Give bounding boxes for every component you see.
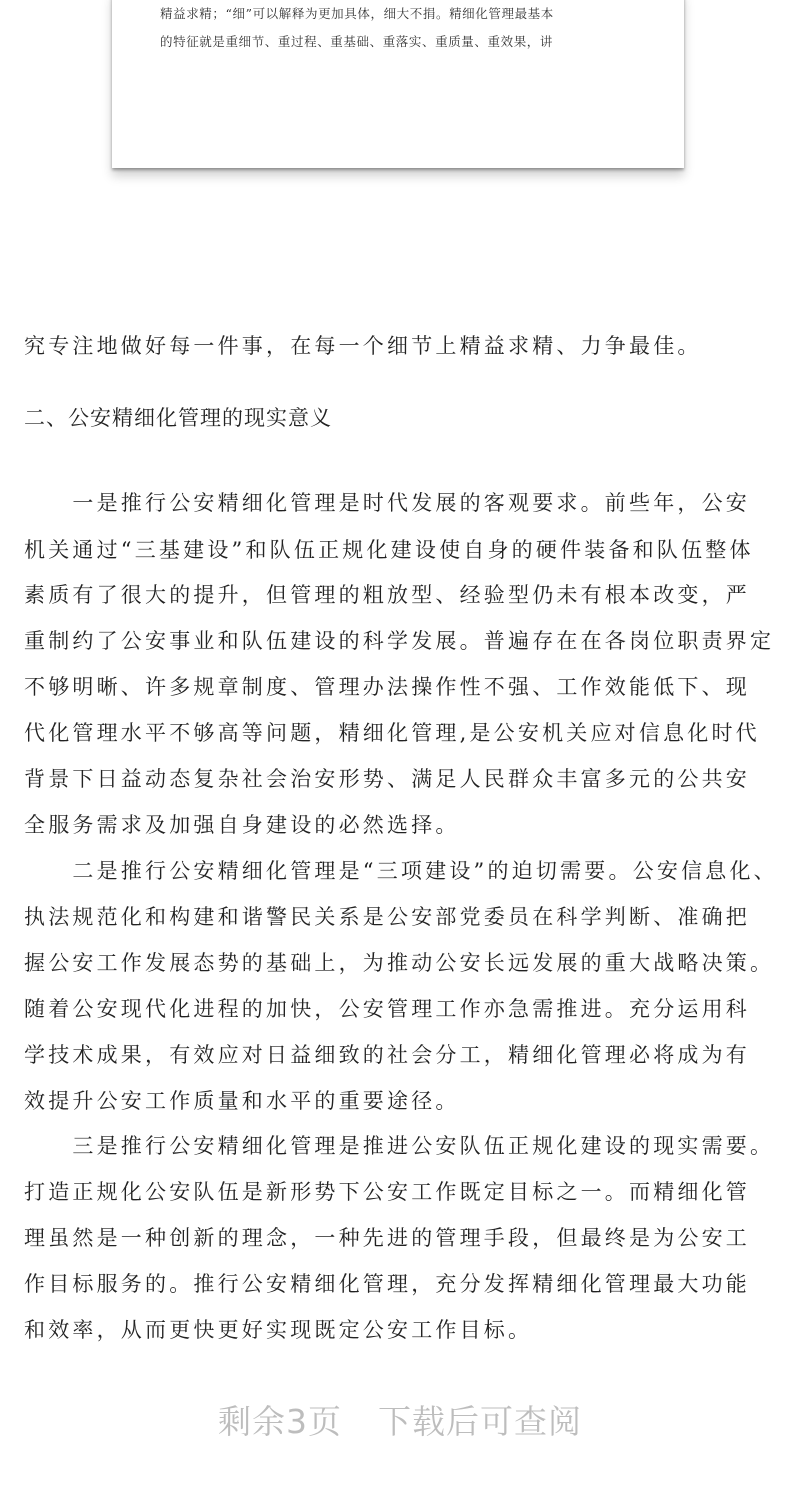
paragraph-line: 作目标服务的。推行公安精细化管理，充分发挥精细化管理最大功能 [24, 1272, 750, 1296]
paragraph-line: 和效率，从而更快更好实现既定公安工作目标。 [24, 1318, 533, 1342]
paragraph-line: 代化管理水平不够高等问题，精细化管理,是公安机关应对信息化时代 [24, 721, 760, 745]
paragraph-line: 一是推行公安精细化管理是时代发展的客观要求。前些年，公安 [24, 491, 750, 515]
paragraph-line: 二是推行公安精细化管理是“三项建设”的迫切需要。公安信息化、 [24, 859, 778, 883]
paragraph-line: 随着公安现代化进程的加快，公安管理工作亦急需推进。充分运用科 [24, 997, 750, 1021]
paragraph-line: 三是推行公安精细化管理是推进公安队伍正规化建设的现实需要。 [24, 1134, 775, 1158]
paragraph-line: 学技术成果，有效应对日益细致的社会分工，精细化管理必将成为有 [24, 1043, 750, 1067]
preview-text-line: 的特征就是重细节、重过程、重基础、重落实、重质量、重效果，讲 [160, 34, 554, 49]
paragraph-line: 重制约了公安事业和队伍建设的科学发展。普遍存在在各岗位职责界定 [24, 629, 775, 653]
paragraph-line: 执法规范化和构建和谐警民关系是公安部党委员在科学判断、准确把 [24, 905, 750, 929]
remaining-pages-download-prompt[interactable] [0, 1400, 800, 1444]
paragraph-line: 理虽然是一种创新的理念，一种先进的管理手段，但最终是为公安工 [24, 1226, 750, 1250]
download-to-view-label: 下载后可查阅 [378, 1402, 582, 1441]
preview-text-line: 精益求精；“细”可以解释为更加具体，细大不捐。精细化管理最基本 [160, 6, 554, 21]
section-heading: 二、公安精细化管理的现实意义 [24, 406, 332, 430]
document-preview-card [112, 0, 684, 168]
paragraph-line: 全服务需求及加强自身建设的必然选择。 [24, 813, 460, 837]
paragraph-line: 握公安工作发展态势的基础上，为推动公安长远发展的重大战略决策。 [24, 951, 775, 975]
paragraph-line: 效提升公安工作质量和水平的重要途径。 [24, 1089, 460, 1113]
remaining-pages-label: 剩余3页 [218, 1402, 342, 1441]
paragraph-line: 不够明晰、许多规章制度、管理办法操作性不强、工作效能低下、现 [24, 675, 750, 699]
paragraph-line: 背景下日益动态复杂社会治安形势、满足人民群众丰富多元的公共安 [24, 767, 750, 791]
paragraph-line: 打造正规化公安队伍是新形势下公安工作既定目标之一。而精细化管 [24, 1180, 750, 1204]
continuation-text: 究专注地做好每一件事，在每一个细节上精益求精、力争最佳。 [24, 334, 702, 358]
paragraph-line: 素质有了很大的提升，但管理的粗放型、经验型仍未有根本改变，严 [24, 583, 750, 607]
paragraph-line: 机关通过“三基建设”和队伍正规化建设使自身的硬件装备和队伍整体 [24, 538, 754, 562]
